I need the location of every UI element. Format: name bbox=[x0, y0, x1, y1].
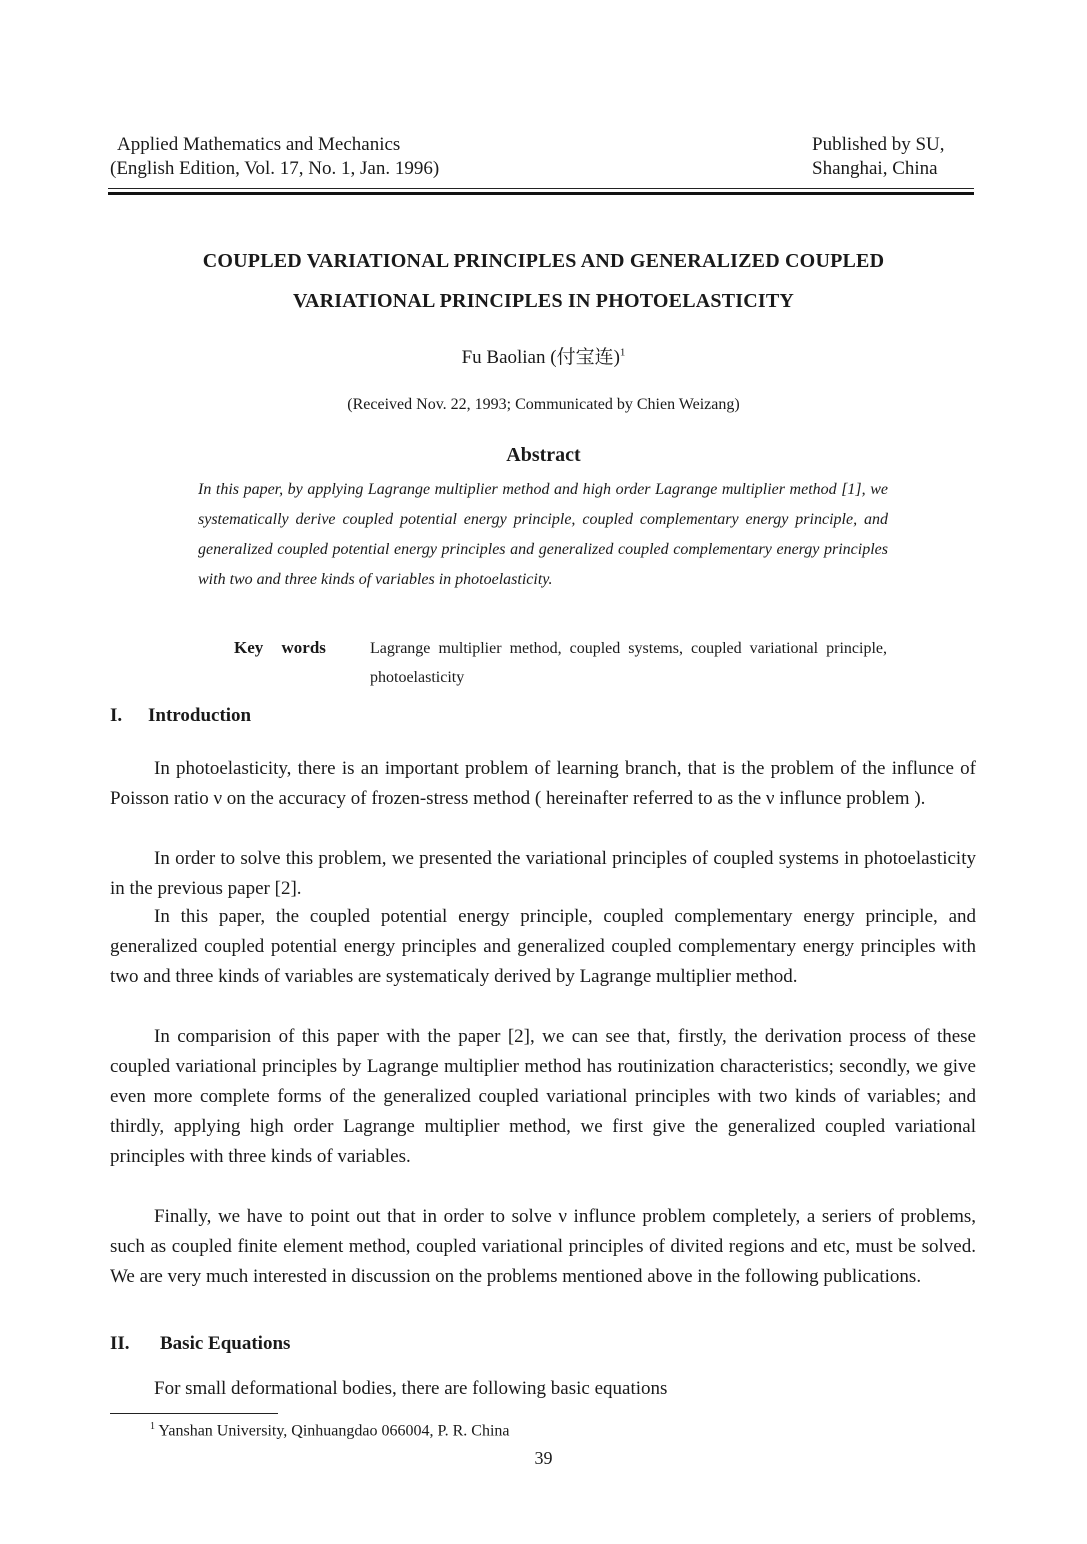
author-line bbox=[0, 342, 1087, 369]
footnote-marker: 1 bbox=[150, 1421, 155, 1432]
section-title: Basic Equations bbox=[160, 1333, 291, 1354]
publisher: Published by SU, bbox=[812, 134, 945, 155]
intro-paragraph-2: In order to solve this problem, we presented the variational principles of coupled systems in photoelasticity in the previous paper [2]. bbox=[110, 848, 976, 899]
abstract-text: In this paper, by applying Lagrange multiplier method and high order Lagrange multiplier method [1], we systematically derive coupled potential energy principle, coupled complementary energy principle, and generalized coupled potential energy principles and generalized coupled complementary energy principles with two and three kinds of variables in photoelasticity. bbox=[198, 481, 888, 588]
keywords-label: Key words bbox=[234, 638, 326, 657]
section-title: Introduction bbox=[148, 705, 252, 726]
section-number: I. bbox=[110, 705, 123, 726]
header-rule-thin bbox=[108, 188, 974, 189]
header-rule-thick bbox=[108, 192, 974, 195]
abstract-heading: Abstract bbox=[506, 444, 581, 466]
footnote-rule bbox=[110, 1413, 278, 1414]
paper-title-line2: VARIATIONAL PRINCIPLES IN PHOTOELASTICITY bbox=[292, 290, 795, 312]
page-number: 39 bbox=[534, 1448, 553, 1468]
journal-name: Applied Mathematics and Mechanics bbox=[117, 134, 401, 155]
author-footnote-marker: 1 bbox=[619, 346, 626, 359]
intro-paragraph-1: In photoelasticity, there is an important problem of learning branch, that is the problem of the influnce of Poisson ratio ν on the accuracy of frozen-stress method ( hereinafter referred to as the ν influnce problem ). bbox=[110, 758, 976, 809]
intro-paragraph-3: In this paper, the coupled potential energy principle, coupled complementary energy principle, and generalized coupled potential energy principles and generalized coupled complementary energy principles with two and three kinds of variables are systematicaly derived by Lagrange multiplier method. bbox=[110, 906, 976, 987]
intro-paragraph-5: Finally, we have to point out that in order to solve ν influnce problem completely, a seriers of problems, such as coupled finite element method, coupled variational principles of divited regions and etc, must be solved. We are very much interested in discussion on the problems mentioned above in the following publications. bbox=[110, 1206, 976, 1287]
journal-edition: (English Edition, Vol. 17, No. 1, Jan. 1996) bbox=[110, 158, 440, 179]
publisher-location: Shanghai, China bbox=[812, 158, 938, 179]
footnote-text: Yanshan University, Qinhuangdao 066004, P. R. China bbox=[158, 1422, 510, 1440]
basic-equations-paragraph: For small deformational bodies, there are following basic equations bbox=[154, 1378, 668, 1399]
author-name: Fu Baolian (付宝连) bbox=[461, 347, 620, 368]
keywords-text: Lagrange multiplier method, coupled systems, coupled variational principle, photoelasticity bbox=[370, 640, 887, 686]
intro-paragraph-4: In comparision of this paper with the paper [2], we can see that, firstly, the derivation process of these coupled variational principles by Lagrange multiplier method has routinization characteristics; secondly, we give even more complete forms of the generalized coupled variational principles with two kinds of variables; and thirdly, applying high order Lagrange multiplier method, we first give the generalized coupled variational principles with three kinds of variables. bbox=[110, 1026, 976, 1167]
received-line: (Received Nov. 22, 1993; Communicated by Chien Weizang) bbox=[347, 396, 740, 413]
footnote bbox=[150, 1421, 510, 1440]
section-heading-basic-equations bbox=[110, 1333, 290, 1355]
section-number: II. bbox=[110, 1333, 130, 1354]
paper-title-line1: COUPLED VARIATIONAL PRINCIPLES AND GENERALIZED COUPLED bbox=[202, 250, 885, 272]
section-heading-introduction bbox=[110, 705, 251, 727]
